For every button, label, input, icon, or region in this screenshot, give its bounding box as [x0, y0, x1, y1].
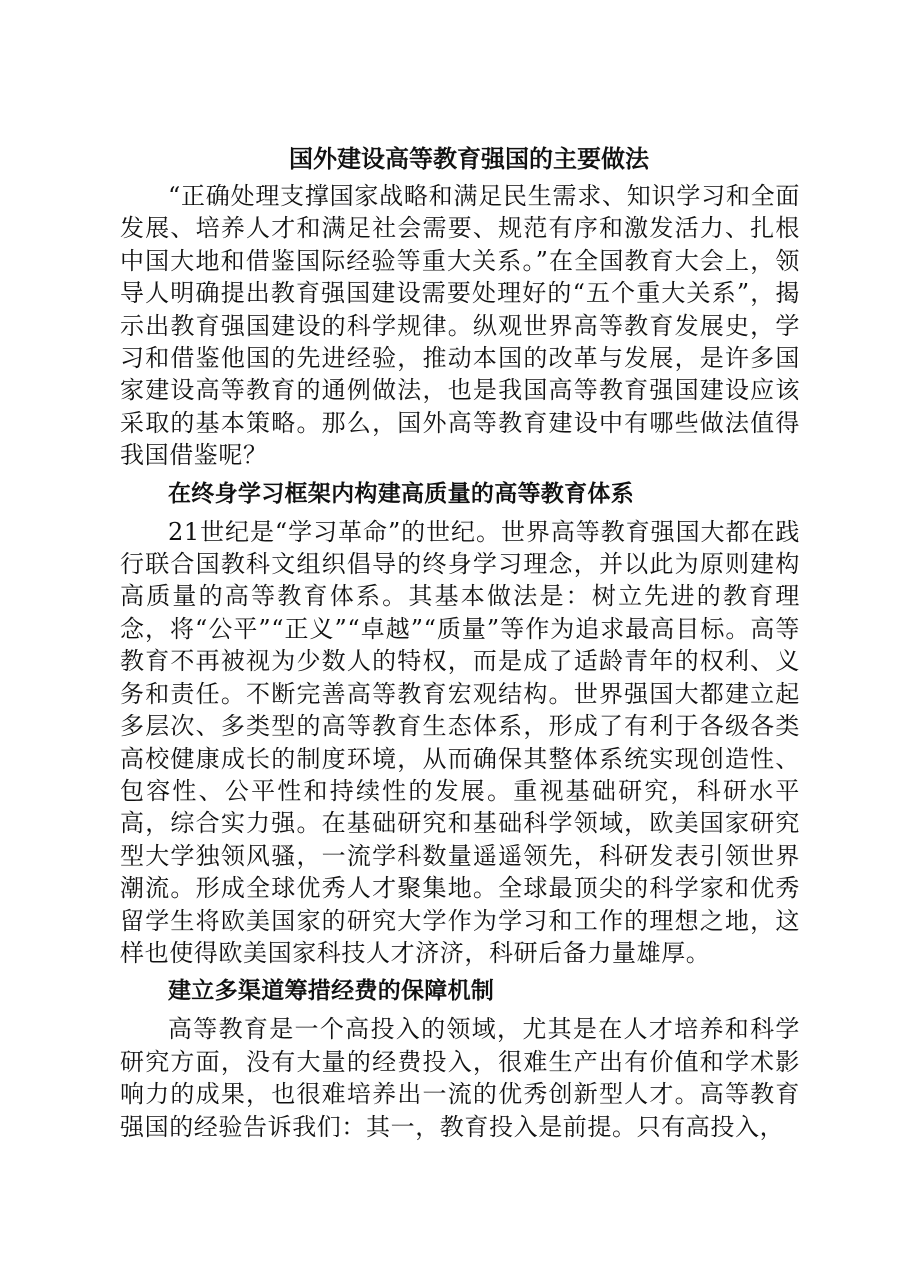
document-title: 国外建设高等教育强国的主要做法	[289, 144, 649, 173]
document-body	[120, 140, 800, 1143]
section-body-funding: 高等教育是一个高投入的领域，尤其是在人才培养和科学研究方面，没有大量的经费投入，很难生产出有价值和学术影响力的成果，也很难培养出一流的优秀创新型人才。高等教育强国的经验告诉我们：其一，教育投入是前提。只有高投入，	[120, 1015, 800, 1141]
section-heading-lifelong-learning: 在终身学习框架内构建高质量的高等教育体系	[168, 480, 634, 507]
section-heading-funding: 建立多渠道筹措经费的保障机制	[168, 978, 495, 1005]
intro-paragraph: “正确处理支撑国家战略和满足民生需求、知识学习和全面发展、培养人才和满足社会需要、规范有序和激发活力、扎根中国大地和借鉴国际经验等重大关系。”在全国教育大会上，领导人明确提出教育强国建设需要处理好的“五个重大关系”，揭示出教育强国建设的科学规律。纵观世界高等教育发展史，学习和借鉴他国的先进经验，推动本国的改革与发展，是许多国家建设高等教育的通例做法，也是我国高等教育强国建设应该采取的基本策略。那么，国外高等教育建设中有哪些做法值得我国借鉴呢？	[120, 182, 800, 470]
section-body-lifelong-learning: 21世纪是“学习革命”的世纪。世界高等教育强国大都在践行联合国教科文组织倡导的终身学习理念，并以此为原则建构高质量的高等教育体系。其基本做法是：树立先进的教育理念，将“公平”“正义”“卓越”“质量”等作为追求最高目标。高等教育不再被视为少数人的特权，而是成了适龄青年的权利、义务和责任。不断完善高等教育宏观结构。世界强国大都建立起多层次、多类型的高等教育生态体系，形成了有利于各级各类高校健康成长的制度环境，从而确保其整体系统实现创造性、包容性、公平性和持续性的发展。重视基础研究，科研水平高，综合实力强。在基础研究和基础科学领域，欧美国家研究型大学独领风骚，一流学科数量遥遥领先，科研发表引领世界潮流。形成全球优秀人才聚集地。全球最顶尖的科学家和优秀留学生将欧美国家的研究大学作为学习和工作的理想之地，这样也使得欧美国家科技人才济济，科研后备力量雄厚。	[120, 517, 800, 967]
